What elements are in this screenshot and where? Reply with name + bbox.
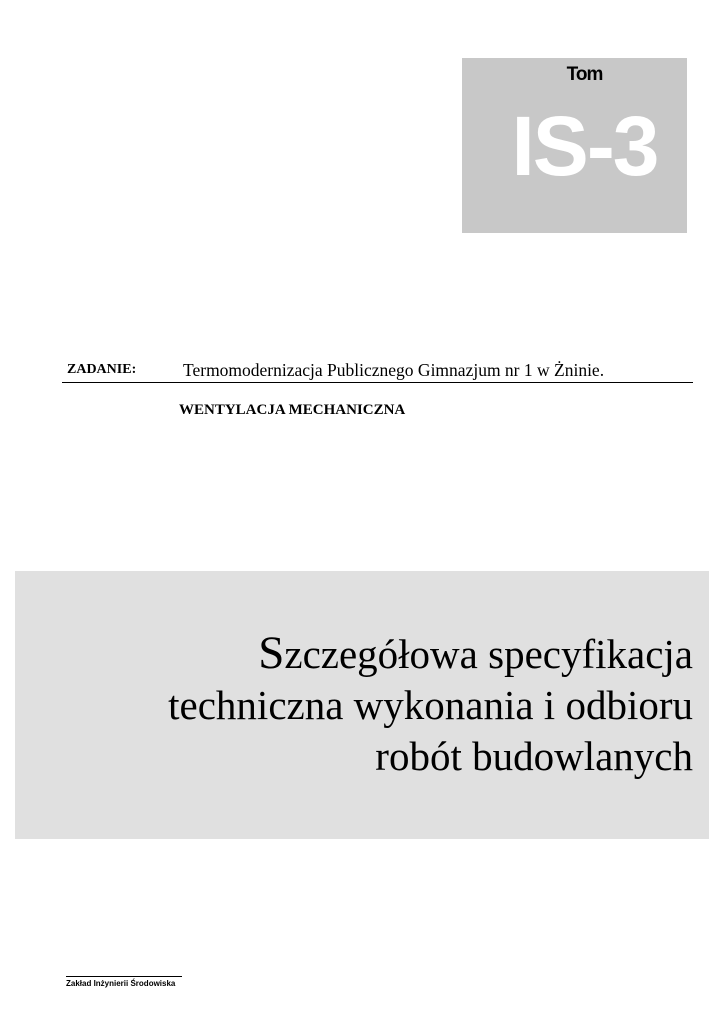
task-label: ZADANIE:	[67, 362, 137, 377]
specification-title	[168, 628, 693, 782]
specification-title-line-1	[168, 628, 693, 680]
specification-title-line-3: robót budowlanych	[375, 733, 693, 779]
specification-title-line-2: techniczna wykonania i odbioru	[168, 682, 693, 728]
footer-rule	[66, 976, 182, 977]
volume-box	[462, 58, 687, 233]
specification-title-box	[15, 571, 709, 839]
specification-title-line-1-rest: zczegółowa specyfikacja	[284, 631, 693, 677]
volume-label: Tom	[566, 64, 603, 85]
volume-number: IS-3	[511, 99, 658, 193]
specification-title-initial: S	[258, 627, 285, 679]
section-subtitle: WENTYLACJA MECHANICZNA	[179, 402, 406, 418]
footer-text: Zakład Inżynierii Środowiska	[66, 979, 176, 988]
task-value: Termomodernizacja Publicznego Gimnazjum nr 1 w Żninie.	[183, 360, 605, 380]
task-row	[62, 356, 693, 383]
